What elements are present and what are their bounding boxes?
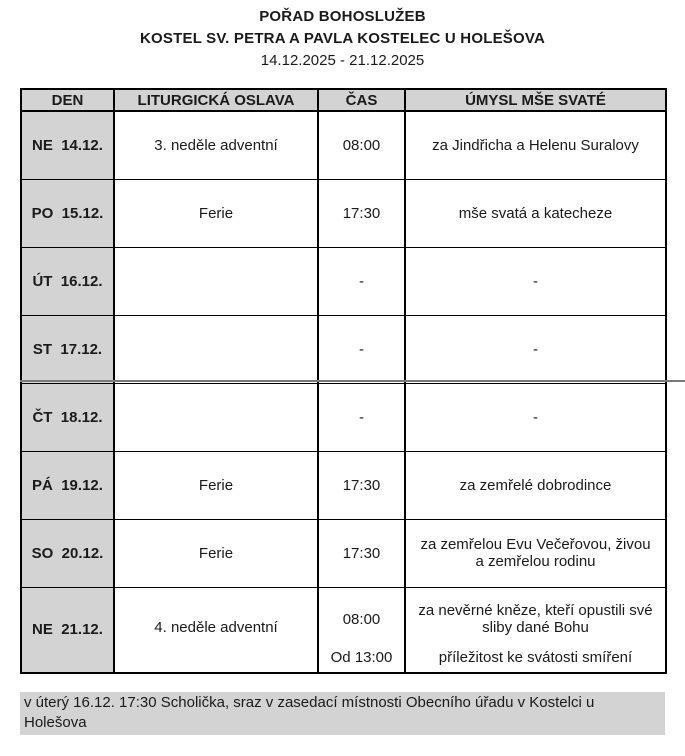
- table-row: [21, 111, 666, 179]
- cell-celebration-text: 4. neděle adventní: [154, 619, 278, 636]
- table-row: [21, 247, 666, 315]
- cell-time-first: 08:00: [342, 610, 381, 628]
- cell-time: [318, 587, 405, 673]
- cell-day: NE 21.12.: [21, 587, 114, 673]
- cell-day: SO 20.12.: [21, 519, 114, 587]
- table-row: [21, 315, 666, 383]
- cell-celebration: 3. neděle adventní: [114, 111, 318, 179]
- cell-celebration: [114, 587, 318, 673]
- cell-time: 08:00: [318, 111, 405, 179]
- cell-day: PO 15.12.: [21, 179, 114, 247]
- cell-intention: -: [405, 383, 666, 451]
- table-row: [21, 519, 666, 587]
- cell-intention-second: příležitost ke svátosti smíření: [438, 648, 633, 666]
- cell-time: -: [318, 247, 405, 315]
- cell-intention: za zemřelé dobrodince: [405, 451, 666, 519]
- cell-time: 17:30: [318, 179, 405, 247]
- page-subtitle: KOSTEL SV. PETRA A PAVLA KOSTELEC U HOLEŠOVA: [140, 30, 545, 47]
- cell-day: ST 17.12.: [21, 315, 114, 383]
- cell-celebration: Ferie: [114, 519, 318, 587]
- cell-celebration: Ferie: [114, 451, 318, 519]
- table-row: [21, 383, 666, 451]
- page-break-line: [20, 380, 685, 382]
- column-header-day: DEN: [21, 89, 114, 111]
- cell-day: NE 14.12.: [21, 111, 114, 179]
- cell-time: 17:30: [318, 451, 405, 519]
- column-header-intention: ÚMYSL MŠE SVATÉ: [405, 89, 666, 111]
- cell-celebration: [114, 315, 318, 383]
- cell-intention: mše svatá a katecheze: [405, 179, 666, 247]
- cell-intention: -: [405, 315, 666, 383]
- cell-intention-text: za zemřelou Evu Večeřovou, živou a zemřelou rodinu: [420, 536, 651, 570]
- table-row: [21, 587, 666, 673]
- column-header-time: ČAS: [318, 89, 405, 111]
- table-row: [21, 179, 666, 247]
- cell-intention: [405, 587, 666, 673]
- cell-celebration: [114, 383, 318, 451]
- document-header: [0, 6, 685, 71]
- cell-celebration: Ferie: [114, 179, 318, 247]
- footer-note-line1: v úterý 16.12. 17:30 Scholička, sraz v zasedací místnosti Obecního úřadu v Kostelci u: [24, 694, 595, 711]
- cell-intention: -: [405, 247, 666, 315]
- cell-time-second: Od 13:00: [330, 648, 393, 666]
- footer-note: [20, 692, 665, 735]
- cell-intention: za Jindřicha a Helenu Suralovy: [405, 111, 666, 179]
- cell-time: -: [318, 315, 405, 383]
- page-title: POŘAD BOHOSLUŽEB: [259, 8, 426, 25]
- date-range: 14.12.2025 - 21.12.2025: [260, 52, 425, 69]
- column-header-celebration: LITURGICKÁ OSLAVA: [114, 89, 318, 111]
- cell-day: ÚT 16.12.: [21, 247, 114, 315]
- footer-note-line2: Holešova: [24, 714, 87, 731]
- cell-day: PÁ 19.12.: [21, 451, 114, 519]
- cell-time: 17:30: [318, 519, 405, 587]
- cell-celebration: [114, 247, 318, 315]
- cell-intention-first: za nevěrné kněze, kteří opustili své sliby dané Bohu: [418, 602, 653, 636]
- table-header-row: [21, 89, 666, 111]
- table-row: [21, 451, 666, 519]
- cell-day: ČT 18.12.: [21, 383, 114, 451]
- cell-time: -: [318, 383, 405, 451]
- cell-intention: [405, 519, 666, 587]
